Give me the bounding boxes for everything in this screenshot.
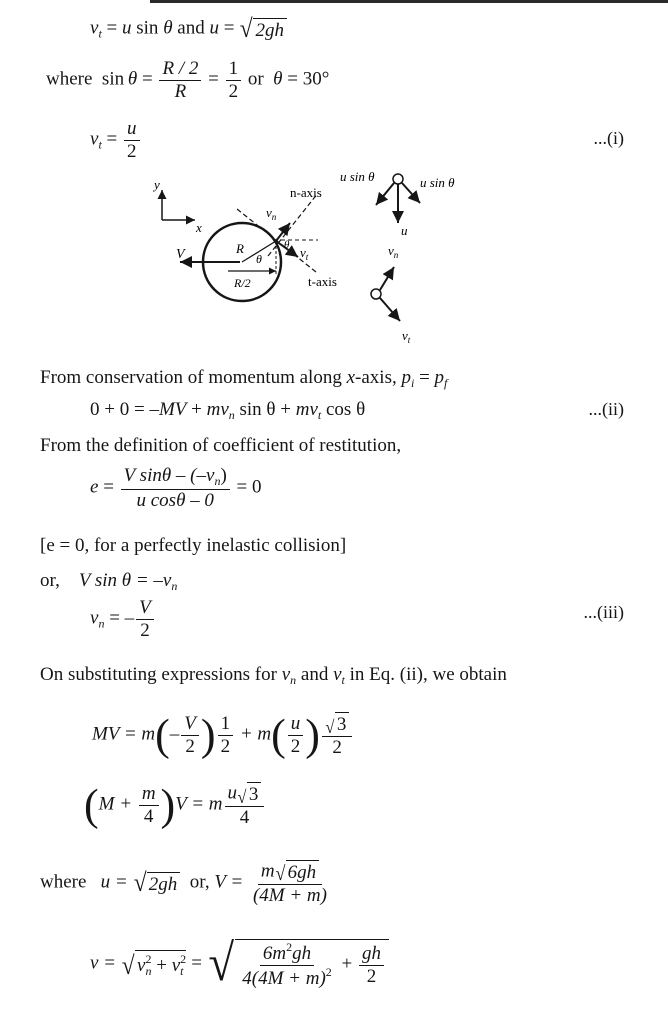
equation-mv: MV = m(– $\frac{V}{2}$ ) $\frac{1}{2}$ + m( $\frac{u}{2}$ ) √ 3 2 <box>92 712 354 759</box>
n-axis-label: n-axis <box>290 185 322 200</box>
equation-v-final: where u = √ 2gh or, V = m √ 6gh (4M + m) <box>40 860 332 907</box>
usin-right-label: u sin θ <box>420 175 455 190</box>
paragraph-momentum: From conservation of momentum along x-axis, $p_i = p_f$ <box>40 367 448 390</box>
fraction-u-over-2: $\frac{u}{2}$ <box>124 118 140 163</box>
equation-tag-iii: ...(iii) <box>583 602 624 622</box>
vt2-label: $v_t$ <box>402 328 411 345</box>
equation-tag-ii: ...(ii) <box>588 399 624 419</box>
fraction-half: $\frac{1}{2}$ <box>226 58 242 103</box>
top-rule <box>150 0 668 3</box>
vn-label: $v_n$ <box>266 205 277 222</box>
fraction-v: m √ 6gh (4M + m) <box>252 860 327 906</box>
sqrt-2gh: √ 2gh <box>239 16 287 42</box>
point-top <box>393 174 403 184</box>
fraction-r2-over-r: $\frac{R / 2}{R}$ <box>159 58 201 103</box>
equation-restitution: e = $\frac{V \sin\theta - (-v_n)}{\text{u cosθ – 0}}$ = 0 <box>90 465 262 511</box>
line-sin-theta: where sin θ = $\frac{R / 2}{R}$ = $\frac{1}{2}$ or θ = 30° <box>46 58 330 102</box>
V-label: V <box>176 247 185 262</box>
vn2-arrow <box>380 267 394 290</box>
usin-left-label: u sin θ <box>340 169 375 184</box>
point-bottom <box>371 289 381 299</box>
equation-momentum: $0 + 0 = -MV + mv_n$ $\sin \theta + mv_t$ cos θ <box>90 399 366 422</box>
line-vt-relation: $v_t = u$ sin θ and u = √ 2gh <box>90 16 287 42</box>
equation-vn: $v_n$ = – $\frac{V}{2}$ <box>90 597 156 642</box>
R-label: R <box>236 241 244 256</box>
equation-tag-i: ...(i) <box>593 128 624 148</box>
vt2-arrow <box>380 298 400 321</box>
t-axis-label: t-axis <box>308 274 337 289</box>
equation-m-plus: (M + $\frac{m}{4}$ )V = m u √ 3 4 <box>84 782 266 829</box>
theta-inner-label: θ <box>256 252 262 266</box>
vn2-label: $v_n$ <box>388 243 399 260</box>
usin-left-arrow <box>376 183 394 205</box>
paragraph-restitution: From the definition of coefficient of restitution, <box>40 435 402 456</box>
theta-outer-label: θ <box>284 239 290 251</box>
line-or-vsin: or, V $\sin \theta = -v_n$ <box>40 570 178 593</box>
equation-vt: $v_t$ = $\frac{u}{2}$ <box>90 118 142 163</box>
R2-label: R/2 <box>234 276 251 290</box>
note-inelastic: [e = 0, for a perfectly inelastic collision] <box>40 535 347 556</box>
collision-diagram <box>140 165 510 350</box>
y-label: y <box>154 177 160 192</box>
paragraph-substituting: On substituting expressions for $v_n$ and $v_t$ in Eq. (ii), we obtain <box>40 664 507 687</box>
equation-speed: v = √ $v^2_n + v^2_t$ = √ $\frac{6m^2gh}{4(4M + m)^2}$ + $\frac{gh}{2}$ <box>90 938 389 990</box>
fraction-v-over-2: $\frac{V}{2}$ <box>136 597 154 642</box>
vt-label: $v_t$ <box>300 245 309 262</box>
u-label: u <box>401 223 408 238</box>
usin-right-arrow <box>402 183 420 203</box>
n-axis-line <box>268 193 318 256</box>
x-label: x <box>196 220 202 235</box>
restitution-fraction: $\frac{V \sin\theta - (-v_n)}{\text{u cosθ – 0}}$ <box>121 465 230 512</box>
